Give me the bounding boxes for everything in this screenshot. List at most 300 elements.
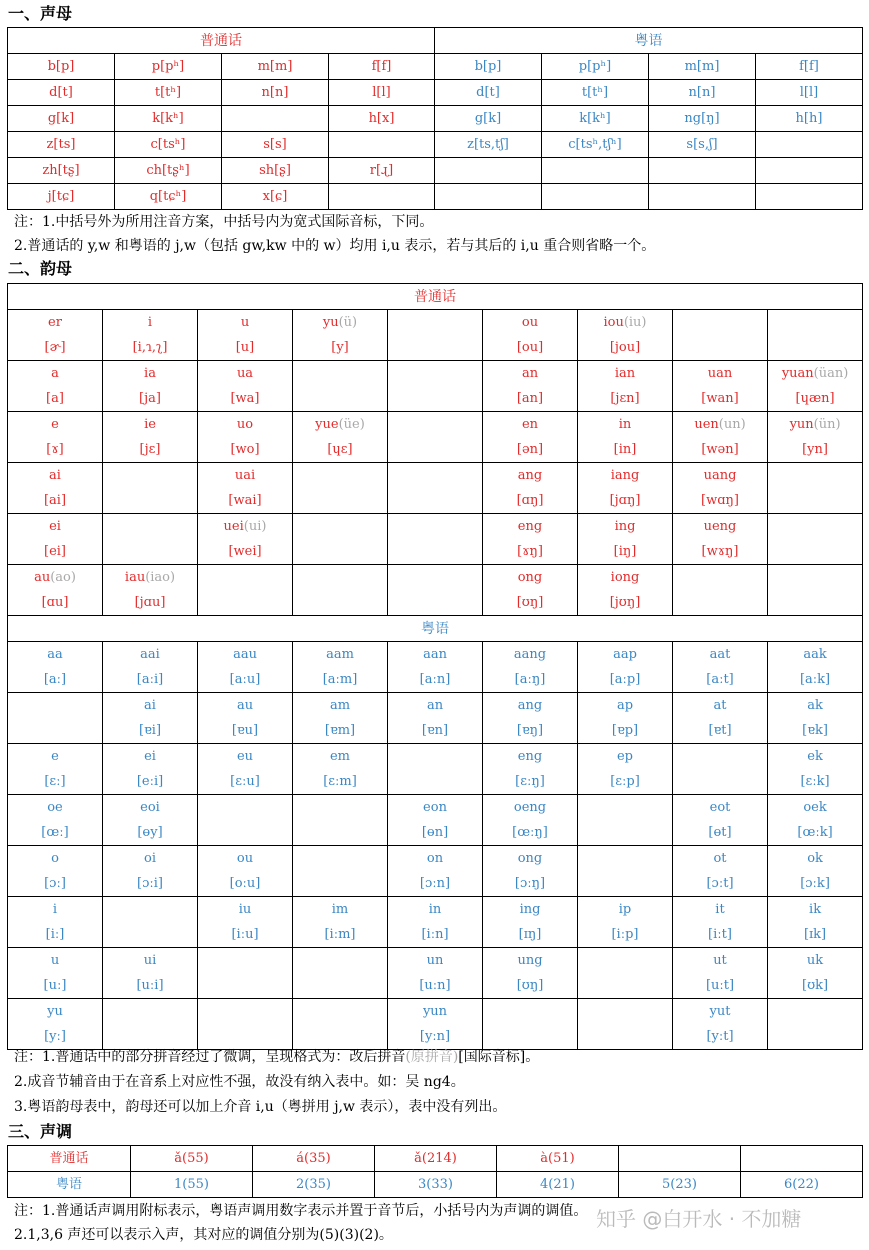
final-spelling xyxy=(673,897,767,922)
final-cell xyxy=(293,642,388,693)
tones-label-cantonese: 粤语 xyxy=(8,1172,131,1198)
final-ipa: [aː] xyxy=(43,672,67,687)
final-text: ong xyxy=(517,851,543,866)
final-cell xyxy=(388,999,483,1050)
tone-cell-putonghua xyxy=(741,1146,863,1172)
section-title-finals: 二、韵母 xyxy=(8,259,73,278)
final-spelling xyxy=(673,642,767,667)
final-spelling xyxy=(103,693,197,718)
final-ipa: [aːk] xyxy=(799,672,831,687)
final-text: aau xyxy=(233,647,257,662)
note-finals-1 xyxy=(14,1048,539,1066)
final-cell xyxy=(768,412,863,463)
final-ipa: [ɐn] xyxy=(421,723,449,738)
initial-cell xyxy=(435,158,542,184)
final-spelling xyxy=(483,897,577,922)
final-text: uen xyxy=(694,417,719,432)
final-text: ian xyxy=(614,366,636,381)
final-cell xyxy=(198,412,293,463)
final-text: in xyxy=(428,902,442,917)
final-original-pinyin: (ao) xyxy=(50,570,76,585)
final-text: aap xyxy=(613,647,637,662)
final-spelling xyxy=(293,412,387,437)
initial-cell: s[s] xyxy=(222,132,329,158)
final-text: ong xyxy=(517,570,543,585)
final-ipa: [ɥæn] xyxy=(795,391,835,406)
final-ipa: [yːn] xyxy=(419,1029,451,1044)
final-cell xyxy=(8,744,103,795)
final-text: ia xyxy=(144,366,156,381)
final-ipa: [ɤ] xyxy=(46,442,64,457)
note-initials-1: 注：1.中括号外为所用注音方案，中括号内为宽式国际音标，下同。 xyxy=(14,214,434,230)
final-text: uei xyxy=(223,519,244,534)
note-initials-2: 2.普通话的 y,w 和粤语的 j,w（包括 gw,kw 中的 w）均用 i,u 表示，若与其后的 i,u 重合则省略一个。 xyxy=(14,238,656,254)
final-cell xyxy=(388,897,483,948)
final-spelling xyxy=(483,642,577,667)
final-spelling xyxy=(293,693,387,718)
final-ipa: [ɑŋ] xyxy=(516,493,544,508)
final-spelling xyxy=(198,846,292,871)
final-cell xyxy=(483,795,578,846)
final-cell xyxy=(483,514,578,565)
final-ipa: [iːt] xyxy=(708,927,732,942)
final-ipa: [ɵt] xyxy=(708,825,732,840)
final-cell xyxy=(8,897,103,948)
final-text: aan xyxy=(423,647,447,662)
final-ipa: [œː] xyxy=(41,825,69,840)
final-ipa: [wan] xyxy=(701,391,739,406)
final-ipa: [yː] xyxy=(44,1029,66,1044)
final-cell xyxy=(483,846,578,897)
note-finals-3: 3.粤语韵母表中，韵母还可以加上介音 i,u（粤拼用 j,w 表示），表中没有列出。 xyxy=(14,1099,507,1115)
initial-cell xyxy=(649,184,756,210)
final-cell xyxy=(673,897,768,948)
final-cell xyxy=(483,948,578,999)
final-cell xyxy=(483,412,578,463)
final-text: ok xyxy=(807,851,823,866)
final-ipa: [aːn] xyxy=(419,672,451,687)
initial-cell: h[h] xyxy=(756,106,863,132)
final-ipa: [ei] xyxy=(44,544,66,559)
final-ipa: [y] xyxy=(331,340,349,355)
initial-cell: k[kʰ] xyxy=(115,106,222,132)
final-text: at xyxy=(713,698,727,713)
initial-cell: z[ts] xyxy=(8,132,115,158)
final-cell xyxy=(8,463,103,514)
final-text: an xyxy=(426,698,444,713)
tones-table xyxy=(7,1145,863,1198)
final-text: yut xyxy=(709,1004,731,1019)
tone-cell-putonghua: á(35) xyxy=(253,1146,375,1172)
final-spelling xyxy=(8,948,102,973)
final-text: uk xyxy=(806,953,824,968)
initial-cell xyxy=(542,158,649,184)
initial-cell xyxy=(329,132,435,158)
final-spelling xyxy=(8,897,102,922)
final-cell xyxy=(8,693,103,744)
final-cell xyxy=(103,310,198,361)
final-ipa: [iː] xyxy=(45,927,65,942)
final-cell xyxy=(8,412,103,463)
final-ipa: [jɛn] xyxy=(610,391,640,406)
final-text: yuan xyxy=(781,366,814,381)
final-text: en xyxy=(521,417,539,432)
final-text: ei xyxy=(49,519,61,534)
final-cell xyxy=(388,463,483,514)
tone-cell-cantonese: 4(21) xyxy=(497,1172,619,1198)
final-text: ing xyxy=(614,519,636,534)
final-ipa: [jɑŋ] xyxy=(609,493,641,508)
final-spelling xyxy=(103,795,197,820)
initial-cell: n[n] xyxy=(222,80,329,106)
final-spelling xyxy=(768,846,862,871)
final-ipa: [œːk] xyxy=(797,825,833,840)
final-cell xyxy=(198,744,293,795)
final-spelling xyxy=(578,897,672,922)
initial-cell: b[p] xyxy=(8,54,115,80)
initial-cell: d[t] xyxy=(8,80,115,106)
final-cell xyxy=(388,948,483,999)
final-ipa: [a] xyxy=(46,391,64,406)
final-cell xyxy=(768,846,863,897)
final-cell xyxy=(103,642,198,693)
initial-cell xyxy=(756,132,863,158)
final-spelling xyxy=(8,565,102,590)
final-spelling xyxy=(198,310,292,335)
final-text: iu xyxy=(238,902,252,917)
final-cell xyxy=(8,361,103,412)
initial-cell: p[pʰ] xyxy=(115,54,222,80)
final-spelling xyxy=(388,846,482,871)
final-cell xyxy=(198,693,293,744)
final-text: eu xyxy=(236,749,254,764)
final-text: aat xyxy=(709,647,731,662)
final-text: ap xyxy=(616,698,634,713)
final-text: ip xyxy=(618,902,632,917)
final-ipa: [aːm] xyxy=(322,672,358,687)
final-cell xyxy=(293,412,388,463)
final-ipa: [jou] xyxy=(609,340,641,355)
final-ipa: [ou] xyxy=(516,340,544,355)
final-spelling xyxy=(388,948,482,973)
final-text: ak xyxy=(807,698,823,713)
final-cell xyxy=(8,795,103,846)
final-spelling xyxy=(483,693,577,718)
final-text: eoi xyxy=(140,800,160,815)
final-spelling xyxy=(8,463,102,488)
final-spelling xyxy=(8,846,102,871)
final-cell xyxy=(103,846,198,897)
final-text: ui xyxy=(143,953,157,968)
final-ipa: [wɑŋ] xyxy=(701,493,739,508)
final-cell xyxy=(198,999,293,1050)
final-cell xyxy=(388,565,483,616)
final-cell xyxy=(578,565,673,616)
final-text: ou xyxy=(236,851,254,866)
final-spelling xyxy=(198,463,292,488)
finals-header-putonghua: 普通话 xyxy=(8,284,863,310)
final-ipa: [wən] xyxy=(701,442,739,457)
final-cell xyxy=(578,310,673,361)
final-cell xyxy=(578,948,673,999)
final-spelling xyxy=(103,846,197,871)
final-text: in xyxy=(618,417,632,432)
final-spelling xyxy=(293,310,387,335)
final-cell xyxy=(673,744,768,795)
final-text: a xyxy=(51,366,59,381)
final-cell xyxy=(103,412,198,463)
final-spelling xyxy=(578,310,672,335)
final-spelling xyxy=(8,642,102,667)
initial-cell xyxy=(756,158,863,184)
final-ipa: [oːu] xyxy=(229,876,261,891)
final-spelling xyxy=(103,744,197,769)
final-cell xyxy=(198,897,293,948)
final-spelling xyxy=(483,565,577,590)
tone-cell-putonghua: ǎ(214) xyxy=(375,1146,497,1172)
final-text: im xyxy=(331,902,349,917)
final-ipa: [aːt] xyxy=(706,672,734,687)
final-cell xyxy=(578,514,673,565)
final-ipa: [i,ɿ,ʅ] xyxy=(132,340,168,355)
final-spelling xyxy=(673,463,767,488)
initials-table xyxy=(7,27,863,210)
tone-cell-cantonese: 3(33) xyxy=(375,1172,497,1198)
final-cell xyxy=(103,948,198,999)
final-text: aai xyxy=(140,647,160,662)
final-cell xyxy=(8,999,103,1050)
final-text: aa xyxy=(47,647,63,662)
final-text: ou xyxy=(521,315,539,330)
final-ipa: [ɪŋ] xyxy=(518,927,542,942)
final-cell xyxy=(388,846,483,897)
final-text: ei xyxy=(144,749,156,764)
final-cell xyxy=(198,361,293,412)
final-text: yu xyxy=(47,1004,63,1019)
final-text: ot xyxy=(713,851,727,866)
final-spelling xyxy=(198,693,292,718)
final-cell xyxy=(483,999,578,1050)
tone-cell-cantonese: 6(22) xyxy=(741,1172,863,1198)
final-ipa: [eːi] xyxy=(136,774,164,789)
final-spelling xyxy=(483,514,577,539)
final-ipa: [ɪk] xyxy=(803,927,827,942)
final-cell xyxy=(198,514,293,565)
final-cell xyxy=(673,846,768,897)
final-text: eng xyxy=(517,749,543,764)
final-text: yu xyxy=(322,315,339,330)
final-spelling xyxy=(8,412,102,437)
final-text: aak xyxy=(803,647,827,662)
final-spelling xyxy=(768,795,862,820)
final-spelling xyxy=(578,565,672,590)
final-text: ing xyxy=(519,902,541,917)
final-spelling xyxy=(483,310,577,335)
initial-cell: ng[ŋ] xyxy=(649,106,756,132)
final-text: ua xyxy=(236,366,254,381)
final-cell xyxy=(768,999,863,1050)
final-cell xyxy=(578,795,673,846)
final-ipa: [wei] xyxy=(228,544,262,559)
final-cell xyxy=(293,897,388,948)
final-text: yue xyxy=(315,417,339,432)
final-spelling xyxy=(198,412,292,437)
initial-cell: m[m] xyxy=(649,54,756,80)
final-ipa: [ɔː] xyxy=(44,876,66,891)
final-ipa: [yn] xyxy=(802,442,828,457)
final-cell xyxy=(8,310,103,361)
final-cell xyxy=(768,565,863,616)
initial-cell xyxy=(435,184,542,210)
final-spelling xyxy=(388,693,482,718)
initials-header-putonghua: 普通话 xyxy=(8,28,435,54)
final-spelling xyxy=(578,514,672,539)
final-text: iong xyxy=(610,570,640,585)
final-cell xyxy=(103,897,198,948)
final-cell xyxy=(293,795,388,846)
final-cell xyxy=(388,744,483,795)
final-spelling xyxy=(483,948,577,973)
final-ipa: [ʊk] xyxy=(802,978,829,993)
final-spelling xyxy=(483,744,577,769)
final-spelling xyxy=(103,642,197,667)
final-cell xyxy=(293,693,388,744)
final-text: oe xyxy=(47,800,63,815)
final-cell xyxy=(483,310,578,361)
final-ipa: [ɛːu] xyxy=(230,774,260,789)
final-text: er xyxy=(48,315,62,330)
final-ipa: [ɐk] xyxy=(802,723,828,738)
initial-cell: sh[ʂ] xyxy=(222,158,329,184)
final-cell xyxy=(103,514,198,565)
final-spelling xyxy=(578,693,672,718)
final-text: yun xyxy=(422,1004,448,1019)
initial-cell: t[tʰ] xyxy=(115,80,222,106)
final-spelling xyxy=(768,642,862,667)
final-ipa: [ja] xyxy=(139,391,161,406)
final-spelling xyxy=(103,310,197,335)
final-cell xyxy=(768,463,863,514)
final-text: it xyxy=(715,902,725,917)
section-title-initials: 一、声母 xyxy=(8,4,73,23)
final-text: uan xyxy=(707,366,733,381)
initial-cell: h[x] xyxy=(329,106,435,132)
final-cell xyxy=(483,642,578,693)
final-cell xyxy=(388,514,483,565)
final-ipa: [iːn] xyxy=(421,927,449,942)
final-ipa: [jʊŋ] xyxy=(609,595,641,610)
final-ipa: [wɤŋ] xyxy=(701,544,739,559)
final-cell xyxy=(293,565,388,616)
final-ipa: [wa] xyxy=(230,391,260,406)
final-cell xyxy=(483,361,578,412)
final-spelling xyxy=(768,948,862,973)
note-tones-1: 注：1.普通话声调用附标表示，粤语声调用数字表示并置于音节后，小括号内为声调的调值。 xyxy=(14,1203,588,1219)
final-cell xyxy=(768,795,863,846)
final-spelling xyxy=(483,412,577,437)
final-cell xyxy=(673,948,768,999)
final-spelling xyxy=(578,361,672,386)
final-ipa: [iŋ] xyxy=(613,544,637,559)
final-cell xyxy=(8,948,103,999)
final-spelling xyxy=(578,642,672,667)
final-spelling xyxy=(768,744,862,769)
final-cell xyxy=(578,999,673,1050)
final-text: ung xyxy=(517,953,543,968)
final-ipa: [in] xyxy=(613,442,637,457)
final-cell xyxy=(8,846,103,897)
final-original-pinyin: (üan) xyxy=(813,366,849,381)
final-text: un xyxy=(426,953,444,968)
final-ipa: [uːn] xyxy=(419,978,451,993)
final-ipa: [wo] xyxy=(230,442,260,457)
final-spelling xyxy=(198,514,292,539)
final-text: ai xyxy=(144,698,156,713)
final-spelling xyxy=(103,361,197,386)
final-ipa: [ɛːk] xyxy=(800,774,830,789)
initial-cell xyxy=(542,184,649,210)
final-ipa: [jɑu] xyxy=(134,595,166,610)
note-finals-1-text: 注：1.普通话中的部分拼音经过了微调，呈现格式为：改后拼音 xyxy=(14,1049,406,1065)
final-cell xyxy=(483,744,578,795)
initial-cell: c[tsʰ] xyxy=(115,132,222,158)
final-ipa: [u] xyxy=(235,340,255,355)
final-cell xyxy=(673,693,768,744)
final-text: ang xyxy=(517,468,543,483)
initial-cell: t[tʰ] xyxy=(542,80,649,106)
final-ipa: [ɔːt] xyxy=(706,876,734,891)
section-title-tones: 三、声调 xyxy=(8,1122,73,1141)
final-spelling xyxy=(198,642,292,667)
final-ipa: [ɵy] xyxy=(137,825,163,840)
tone-cell-putonghua: ǎ(55) xyxy=(131,1146,253,1172)
final-text: am xyxy=(329,698,351,713)
final-text: yun xyxy=(789,417,814,432)
final-ipa: [wai] xyxy=(228,493,262,508)
tones-label-putonghua: 普通话 xyxy=(8,1146,131,1172)
final-ipa: [an] xyxy=(516,391,544,406)
final-spelling xyxy=(578,744,672,769)
initial-cell: g[k] xyxy=(435,106,542,132)
final-cell xyxy=(103,795,198,846)
final-text: iou xyxy=(603,315,624,330)
final-cell xyxy=(103,693,198,744)
final-spelling xyxy=(483,463,577,488)
final-spelling xyxy=(768,361,862,386)
final-text: oek xyxy=(803,800,827,815)
tone-cell-putonghua: à(51) xyxy=(497,1146,619,1172)
final-spelling xyxy=(388,999,482,1024)
initial-cell: c[tsʰ,tʃʰ] xyxy=(542,132,649,158)
final-text: o xyxy=(51,851,59,866)
initial-cell: r[ɻ] xyxy=(329,158,435,184)
tone-cell-cantonese: 2(35) xyxy=(253,1172,375,1198)
final-ipa: [aːŋ] xyxy=(514,672,546,687)
final-ipa: [uːt] xyxy=(705,978,735,993)
initial-cell: zh[tʂ] xyxy=(8,158,115,184)
final-ipa: [ɚ] xyxy=(44,340,66,355)
final-spelling xyxy=(578,412,672,437)
final-cell xyxy=(768,361,863,412)
final-spelling xyxy=(8,795,102,820)
final-cell xyxy=(388,642,483,693)
final-cell xyxy=(198,565,293,616)
final-ipa: [ɵn] xyxy=(421,825,449,840)
final-ipa: [ɥɛ] xyxy=(327,442,353,457)
final-cell xyxy=(198,310,293,361)
final-text: aang xyxy=(513,647,547,662)
initial-cell xyxy=(649,158,756,184)
